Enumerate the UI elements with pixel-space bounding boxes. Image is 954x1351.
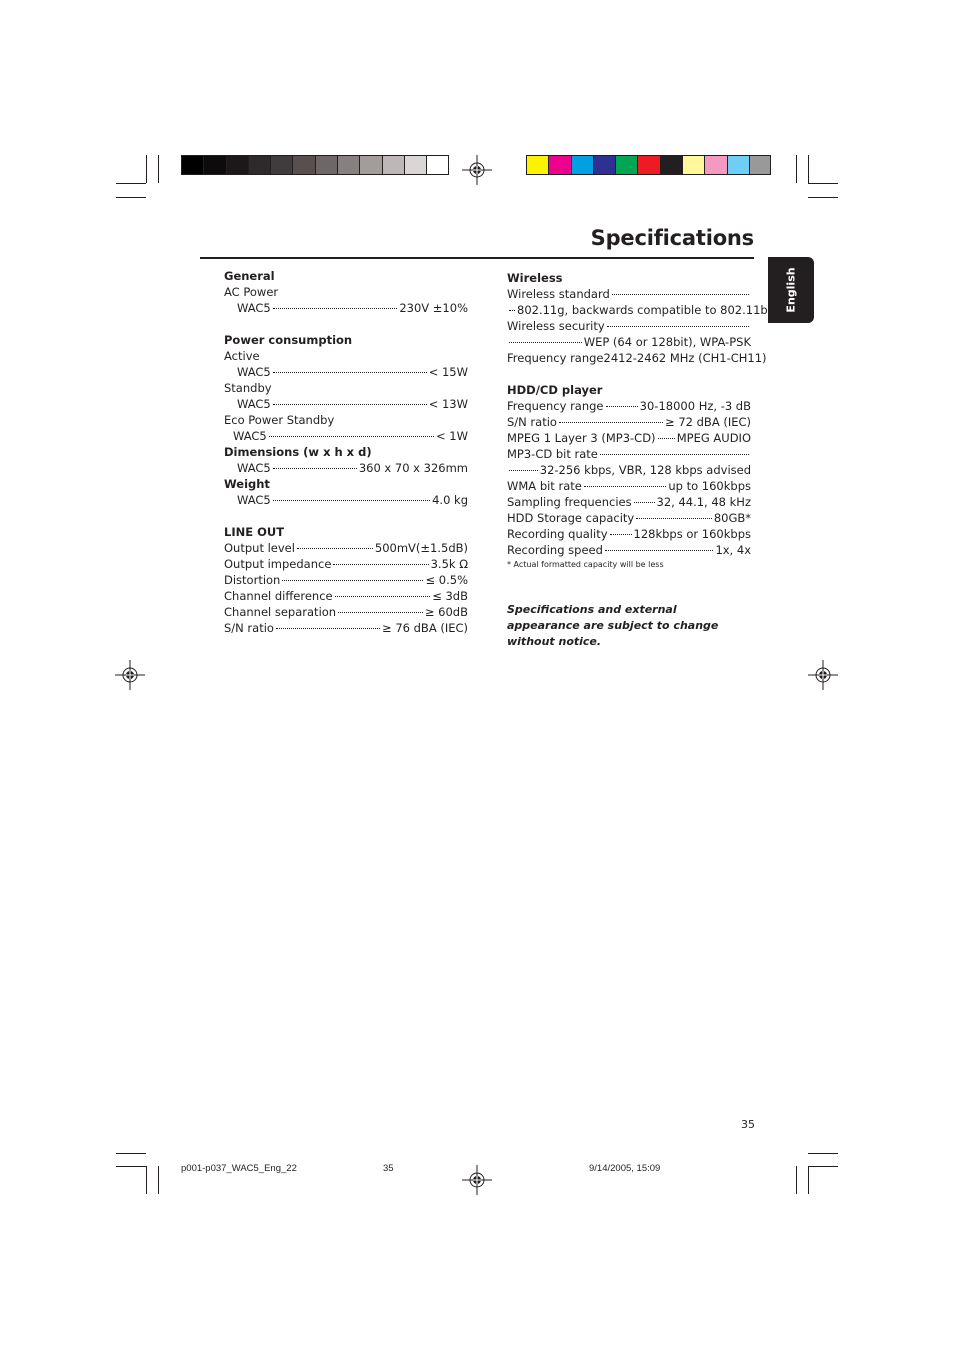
leader-dots [559, 422, 663, 423]
spec-label: Output level [224, 541, 295, 555]
spec-row [507, 494, 751, 510]
color-swatch [615, 155, 637, 175]
crop-mark [116, 1153, 146, 1154]
spec-label: Channel separation [224, 605, 337, 619]
page-title: Specifications [590, 226, 754, 250]
leader-dots [276, 628, 380, 629]
section-heading-weight: Weight [224, 477, 270, 491]
footer-page: 35 [383, 1163, 394, 1174]
footer-file-name: p001-p037_WAC5_Eng_22 [181, 1163, 297, 1174]
spec-value: 802.11g, backwards compatible to 802.11b [517, 303, 768, 317]
spec-label: S/N ratio [507, 415, 557, 429]
leader-dots [273, 308, 398, 309]
spec-label: Wireless security [507, 319, 605, 333]
spec-value: 32, 44.1, 48 kHz [656, 495, 751, 509]
color-swatch [682, 155, 704, 175]
spec-label: Distortion [224, 573, 281, 587]
leader-dots [338, 612, 423, 613]
section-heading-general: General [224, 269, 275, 283]
crop-mark [808, 155, 809, 183]
spec-label: Channel difference [224, 589, 333, 603]
crop-mark [158, 155, 159, 183]
leader-dots [658, 438, 675, 439]
spec-label: HDD Storage capacity [507, 511, 635, 525]
spec-row [507, 526, 751, 542]
language-tab-label: English [784, 267, 798, 313]
page-number: 35 [741, 1118, 755, 1131]
spec-label: MP3-CD bit rate [507, 447, 598, 461]
spec-label: WMA bit rate [507, 479, 582, 493]
leader-dots [606, 406, 638, 407]
spec-value: ≤ 3dB [432, 589, 468, 603]
color-swatch [270, 155, 292, 175]
crop-mark [116, 197, 146, 198]
color-swatch [404, 155, 426, 175]
color-swatch [704, 155, 726, 175]
color-swatch [548, 155, 570, 175]
spec-row [224, 572, 468, 588]
spec-value: ≤ 0.5% [425, 573, 468, 587]
color-swatch [203, 155, 225, 175]
leader-dots [335, 596, 431, 597]
spec-label: Frequency range [507, 399, 604, 413]
spec-value: 230V ±10% [399, 301, 468, 315]
spec-label: Recording speed [507, 543, 603, 557]
leader-dots [273, 404, 427, 405]
spec-value: MPEG AUDIO [676, 431, 751, 445]
section-heading-lineout: LINE OUT [224, 525, 285, 539]
color-swatch [382, 155, 404, 175]
spec-value: 360 x 70 x 326mm [358, 461, 468, 475]
spec-label: Sampling frequencies [507, 495, 632, 509]
spec-value: ≥ 76 dBA (IEC) [382, 621, 468, 635]
spec-value: 500mV(±1.5dB) [374, 541, 468, 555]
leader-dots [273, 468, 357, 469]
crop-mark [146, 155, 147, 183]
spec-value: < 1W [436, 429, 468, 443]
registration-target-icon [462, 1165, 492, 1195]
spec-label: WAC5 [237, 365, 271, 379]
spec-label: Output impedance [224, 557, 332, 571]
spec-row [507, 286, 751, 302]
spec-value: 3.5k Ω [430, 557, 468, 571]
footnote: * Actual formatted capacity will be less [507, 560, 664, 569]
language-tab [768, 257, 814, 323]
spec-row [224, 604, 468, 620]
registration-target-icon [115, 660, 145, 690]
footer-datetime: 9/14/2005, 15:09 [589, 1163, 661, 1174]
leader-dots [612, 294, 749, 295]
color-swatch [593, 155, 615, 175]
spec-label: AC Power [224, 285, 279, 299]
spec-row [507, 542, 751, 558]
spec-row [224, 588, 468, 604]
left-column [224, 268, 468, 636]
grayscale-color-bar [181, 155, 449, 175]
crop-mark [808, 197, 838, 198]
section-heading-dimensions: Dimensions (w x h x d) [224, 445, 372, 459]
change-notice: Specifications and external appearance are subject to change without notice. [507, 603, 719, 648]
section-heading-power: Power consumption [224, 333, 353, 347]
right-column [507, 270, 768, 650]
spec-value: WEP (64 or 128bit), WPA-PSK [583, 335, 751, 349]
color-swatch [359, 155, 381, 175]
leader-dots [297, 548, 373, 549]
spec-row [224, 364, 468, 380]
leader-dots [636, 518, 712, 519]
color-swatch [637, 155, 659, 175]
section-heading-hdd-cd: HDD/CD player [507, 383, 603, 397]
spec-label: Frequency range [507, 351, 604, 365]
spec-label: WAC5 [237, 301, 271, 315]
spec-label: Active [224, 349, 260, 363]
spec-label: S/N ratio [224, 621, 274, 635]
spec-value: ≥ 60dB [424, 605, 468, 619]
spec-row [507, 430, 751, 446]
leader-dots [607, 326, 749, 327]
leader-dots [634, 502, 655, 503]
spec-label: WAC5 [237, 461, 271, 475]
color-swatch [337, 155, 359, 175]
spec-row [224, 428, 468, 444]
color-swatch [526, 155, 548, 175]
spec-row [224, 540, 468, 556]
crop-mark [808, 183, 838, 184]
spec-row [507, 302, 768, 318]
crop-mark [808, 1166, 838, 1167]
spec-row [507, 478, 751, 494]
color-swatch [660, 155, 682, 175]
spec-value: up to 160kbps [668, 479, 751, 493]
leader-dots [509, 342, 582, 343]
crop-mark [796, 1166, 797, 1194]
leader-dots [605, 550, 714, 551]
spec-value: 32-256 kbps, VBR, 128 kbps advised [539, 463, 751, 477]
leader-dots [584, 486, 667, 487]
crop-mark [158, 1166, 159, 1194]
leader-dots [509, 310, 515, 311]
spec-row [507, 398, 751, 414]
crop-mark [808, 1166, 809, 1194]
spec-label: WAC5 [237, 493, 271, 507]
spec-row [507, 318, 751, 334]
spec-row [507, 334, 751, 350]
color-swatch [426, 155, 448, 175]
spec-row [224, 300, 468, 316]
spec-row [507, 350, 767, 366]
section-heading-wireless: Wireless [507, 271, 563, 285]
color-swatch [226, 155, 248, 175]
crop-mark [116, 1166, 146, 1167]
color-swatch [727, 155, 749, 175]
spec-row [224, 556, 468, 572]
leader-dots [610, 534, 632, 535]
spec-label: Recording quality [507, 527, 608, 541]
spec-value: 1x, 4x [715, 543, 751, 557]
spec-label: Wireless standard [507, 287, 610, 301]
spec-row [507, 510, 751, 526]
crop-mark [116, 183, 146, 184]
color-swatch [749, 155, 771, 175]
spec-label: MPEG 1 Layer 3 (MP3-CD) [507, 431, 656, 445]
spec-row [224, 620, 468, 636]
color-swatch [571, 155, 593, 175]
crop-mark [808, 1153, 838, 1154]
registration-target-icon [808, 660, 838, 690]
spec-row [224, 396, 468, 412]
color-swatch [292, 155, 314, 175]
spec-value: < 15W [428, 365, 468, 379]
process-color-bar [526, 155, 771, 175]
spec-row [507, 462, 751, 478]
spec-row [224, 492, 468, 508]
title-rule [200, 257, 754, 259]
spec-row [224, 460, 468, 476]
leader-dots [269, 436, 434, 437]
spec-label: Eco Power Standby [224, 413, 335, 427]
spec-value: 80GB* [713, 511, 751, 525]
registration-target-icon [462, 155, 492, 185]
leader-dots [333, 564, 428, 565]
spec-label: WAC5 [237, 397, 271, 411]
leader-dots [273, 372, 427, 373]
crop-mark [146, 1166, 147, 1194]
color-swatch [181, 155, 203, 175]
leader-dots [509, 470, 538, 471]
spec-label: Standby [224, 381, 272, 395]
spec-value: ≥ 72 dBA (IEC) [665, 415, 751, 429]
color-swatch [315, 155, 337, 175]
spec-row [507, 446, 751, 462]
spec-value: 128kbps or 160kbps [633, 527, 751, 541]
color-swatch [248, 155, 270, 175]
leader-dots [282, 580, 423, 581]
crop-mark [796, 155, 797, 183]
spec-value: 4.0 kg [432, 493, 468, 507]
spec-value: < 13W [428, 397, 468, 411]
leader-dots [273, 500, 430, 501]
spec-value: 2412-2462 MHz (CH1-CH11) [603, 351, 767, 365]
spec-label: WAC5 [233, 429, 267, 443]
leader-dots [600, 454, 749, 455]
spec-row [507, 414, 751, 430]
spec-value: 30-18000 Hz, -3 dB [639, 399, 751, 413]
